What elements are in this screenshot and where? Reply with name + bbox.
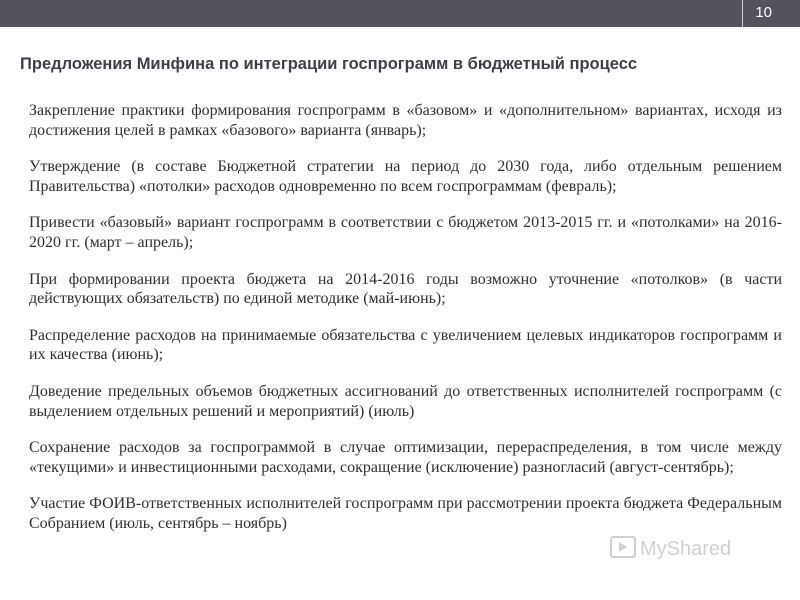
list-item: Участие ФОИВ-ответственных исполнителей госпрограмм при рассмотрении проекта бюджета Федеральным Собранием (июль, сентябрь – ноябрь) <box>29 495 782 532</box>
list-item: Закрепление практики формирования госпрограмм в «базовом» и «дополнительном» вариантах, исходя из достижения целей в рамках «базового» варианта (январь); <box>29 102 782 139</box>
watermark-text: MyShared <box>640 538 732 560</box>
list-item: При формировании проекта бюджета на 2014-2016 годы возможно уточнение «потолков» (в части действующих обязательств) по единой методике (май-июнь); <box>29 270 782 308</box>
page-number: 10 <box>742 0 772 27</box>
list-item: Привести «базовый» вариант госпрограмм в соответствии с бюджетом 2013-2015 гг. и «потолками» на 2016-2020 гг. (март – апрель); <box>29 214 782 251</box>
list-item: Утверждение (в составе Бюджетной стратегии на период до 2030 года, либо отдельным решением Правительства) «потолки» расходов одновременно по всем госпрограммам (февраль); <box>29 158 782 195</box>
top-bar <box>0 0 800 27</box>
list-item: Доведение предельных объемов бюджетных ассигнований до ответственных исполнителей госпрограмм (с выделением отдельных решений и мероприятий) (июль) <box>29 382 782 420</box>
list-item: Распределение расходов на принимаемые обязательства с увеличением целевых индикаторов госпрограмм и их качества (июнь); <box>29 326 782 364</box>
slide-title: Предложения Минфина по интеграции госпрограмм в бюджетный процесс <box>20 55 638 73</box>
proposal-list <box>29 101 782 551</box>
list-item: Сохранение расходов за госпрограммой в случае оптимизации, перераспределения, в том числе между «текущими» и инвестиционными расходами, сокращение (исключение) разногласий (август-сентябрь); <box>29 439 782 476</box>
